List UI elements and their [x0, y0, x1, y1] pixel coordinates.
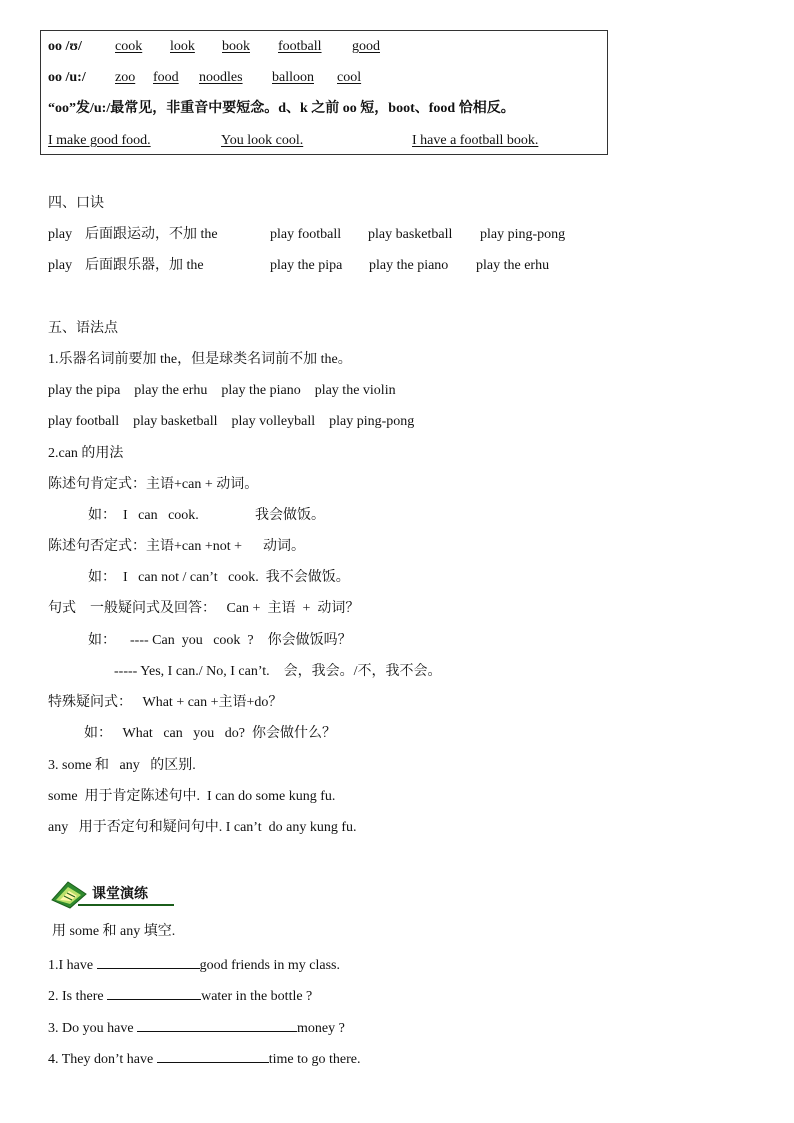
point3-title: 3. some 和 any 的区别.	[48, 758, 196, 773]
exercise-1-pre: 1.I have	[48, 958, 97, 973]
exercise-2-pre: 2. Is there	[48, 989, 108, 1004]
oo-short-label: oo /ʊ/	[48, 39, 82, 54]
affirmative-translation: 我会做饭。	[255, 508, 325, 523]
exercise-1-blank[interactable]	[97, 955, 200, 969]
exercise-4-pre: 4. They don’t have	[48, 1052, 157, 1067]
rhyme1-play: play	[48, 227, 73, 242]
rhyme2-ex-erhu: play the erhu	[476, 258, 550, 273]
exercise-1-post: good friends in my class.	[199, 958, 340, 973]
section5-heading: 五、语法点	[48, 321, 118, 336]
question-title: 句式 一般疑问式及回答： Can + 主语 + 动词？	[48, 601, 360, 616]
exercise-4-post: time to go there.	[268, 1052, 361, 1067]
rhyme1-ex-pingpong: play ping-pong	[480, 227, 566, 242]
word-cool: cool	[337, 70, 362, 85]
any-usage: any 用于否定句和疑问句中. I can’t do any kung fu.	[48, 820, 357, 835]
sentence-football-book: I have a football book.	[412, 133, 539, 148]
affirmative-example: 如： I can cook.	[88, 508, 199, 523]
exercise-3-pre: 3. Do you have	[48, 1021, 138, 1036]
exercise-4-blank[interactable]	[157, 1049, 269, 1063]
practice-banner-title: 课堂演练	[92, 886, 148, 902]
exercise-4	[48, 1049, 361, 1069]
rhyme1-ex-basketball: play basketball	[368, 227, 453, 242]
word-zoo: zoo	[115, 70, 136, 85]
sentence-good-food: I make good food.	[48, 133, 151, 148]
exercise-3-post: money ?	[297, 1021, 345, 1036]
exercise-3-blank[interactable]	[137, 1018, 297, 1032]
wh-question-example: 如： What can you do? 你会做什么？	[84, 726, 336, 741]
rhyme1-ex-football: play football	[270, 227, 342, 242]
exercise-2-blank[interactable]	[107, 986, 201, 1000]
exercise-3	[48, 1018, 345, 1038]
question-answer: ----- Yes, I can./ No, I can’t. 会，我会。/不，我不会。	[114, 664, 442, 679]
oo-long-label: oo /u:/	[48, 70, 86, 85]
practice-instruction: 用 some 和 any 填空.	[52, 924, 176, 939]
sport-examples: play football play basketball play volleyball play ping-pong	[48, 414, 415, 429]
negative-example: 如： I can not / can’t cook. 我不会做饭。	[88, 570, 350, 585]
practice-banner	[50, 880, 176, 910]
word-book: book	[222, 39, 250, 54]
word-balloon: balloon	[272, 70, 314, 85]
rhyme2-play: play	[48, 258, 73, 273]
word-noodles: noodles	[199, 70, 243, 85]
word-cook: cook	[115, 39, 143, 54]
exercise-1	[48, 955, 340, 975]
sentence-look-cool: You look cool.	[221, 133, 304, 148]
some-usage: some 用于肯定陈述句中. I can do some kung fu.	[48, 789, 336, 804]
instrument-examples: play the pipa play the erhu play the piano play the violin	[48, 383, 396, 398]
question-example: 如： ---- Can you cook ? 你会做饭吗？	[88, 633, 352, 648]
section4-heading: 四、口诀	[48, 196, 104, 211]
word-look: look	[170, 39, 195, 54]
rhyme2-ex-pipa: play the pipa	[270, 258, 343, 273]
point2-title: 2.can 的用法	[48, 446, 124, 461]
affirmative-title: 陈述句肯定式：主语+can + 动词。	[48, 477, 259, 492]
rhyme2-desc: 后面跟乐器，加 the	[85, 258, 204, 273]
oo-rule: “oo”发/u:/最常见，非重音中要短念。d、k 之前 oo 短，boot、food 恰相反。	[48, 101, 515, 116]
exercise-2	[48, 986, 312, 1006]
rhyme2-ex-piano: play the piano	[369, 258, 449, 273]
word-food: food	[153, 70, 179, 85]
point1-title: 1.乐器名词前要加 the，但是球类名词前不加 the。	[48, 352, 352, 367]
word-good: good	[352, 39, 380, 54]
word-football: football	[278, 39, 322, 54]
negative-title: 陈述句否定式：主语+can +not + 动词。	[48, 539, 306, 554]
wh-question-title: 特殊疑问式： What + can +主语+do？	[48, 695, 283, 710]
banner-underline	[78, 904, 174, 906]
exercise-2-post: water in the bottle ?	[201, 989, 313, 1004]
rhyme1-desc: 后面跟运动，不加 the	[85, 227, 218, 242]
